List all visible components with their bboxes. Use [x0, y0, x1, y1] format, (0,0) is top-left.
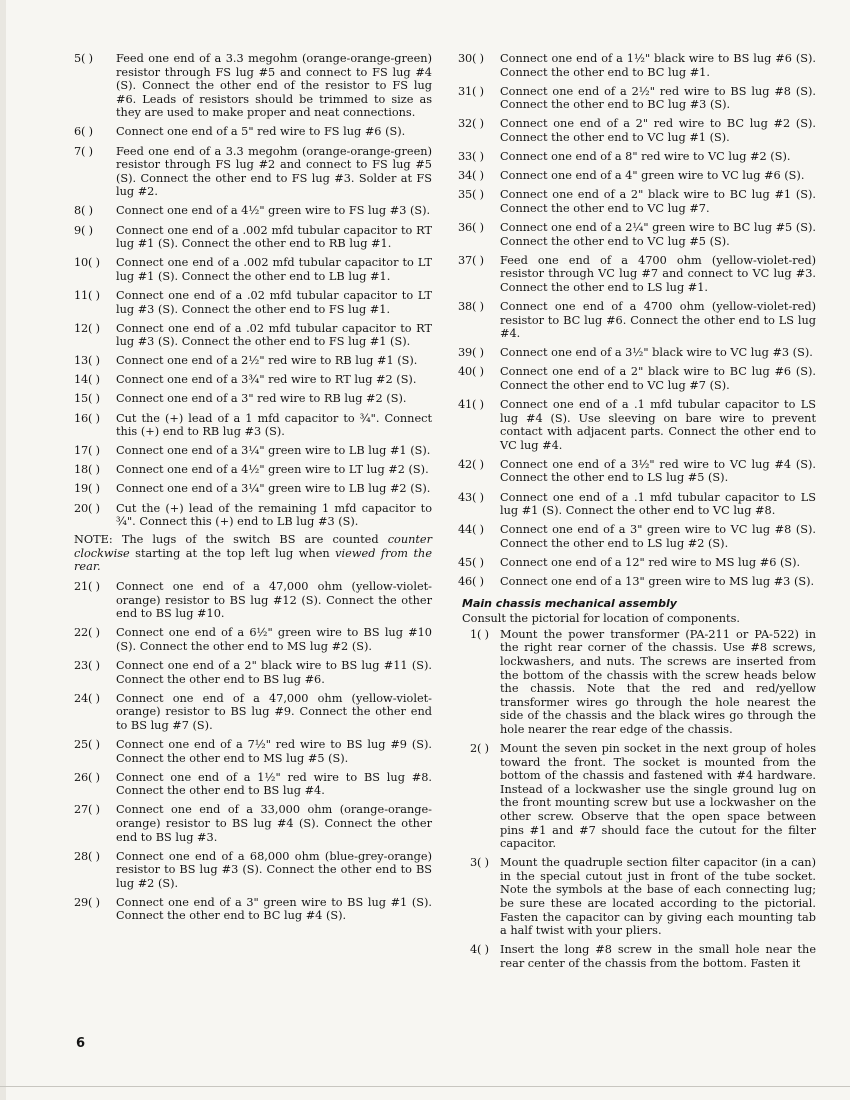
instruction-step	[74, 256, 432, 283]
instruction-step	[458, 365, 816, 392]
page-number: 6	[76, 1036, 86, 1051]
step-number-checkbox: 12( )	[74, 321, 100, 335]
instruction-step	[458, 254, 816, 295]
step-text: Connect one end of a 2½" red wire to BS lug #8 (S). Connect the other end to BC lug #3 (S).	[500, 84, 816, 112]
instruction-step	[74, 659, 432, 686]
step-number-checkbox: 36( )	[458, 220, 484, 234]
page-bottom-edge	[0, 1086, 850, 1087]
step-number-checkbox: 7( )	[74, 144, 93, 158]
step-number-checkbox: 44( )	[458, 523, 484, 537]
step-number-checkbox: 40( )	[458, 365, 484, 379]
switch-note	[74, 533, 432, 574]
step-text: Connect one end of a 3" green wire to VC lug #8 (S). Connect the other end to LS lug #2 (S).	[500, 523, 816, 550]
step-number-checkbox: 45( )	[458, 555, 484, 569]
step-number-checkbox: 2( )	[470, 742, 489, 756]
instruction-step	[74, 52, 432, 120]
step-text: Feed one end of a 3.3 megohm (orange-orange-green) resistor through FS lug #5 and connect to FS lug #4 (S). Connect the other end of the resistor to FS lug #6. Leads of resistors should be trimmed to size as they are used to make proper and neat connections.	[116, 52, 432, 120]
instruction-step	[74, 322, 432, 349]
section-heading: Main chassis mechanical assembly	[462, 596, 677, 610]
instruction-step	[458, 458, 816, 485]
step-text: Connect one end of a 47,000 ohm (yellow-violet-orange) resistor to BS lug #9. Connect the other end to BS lug #7 (S).	[116, 691, 432, 732]
instruction-step	[458, 300, 816, 341]
instruction-step	[458, 188, 816, 215]
step-number-checkbox: 25( )	[74, 737, 100, 751]
step-number-checkbox: 38( )	[458, 299, 484, 313]
section-intro: Consult the pictorial for location of components.	[462, 612, 740, 626]
instruction-step	[74, 463, 432, 477]
step-number-checkbox: 26( )	[74, 770, 100, 784]
step-text: Connect one end of a 3" red wire to RB lug #2 (S).	[116, 392, 407, 406]
step-text: Connect one end of a 2" black wire to BC lug #1 (S). Connect the other end to VC lug #7.	[500, 188, 816, 215]
step-text: Mount the quadruple section filter capacitor (in a can) in the special cutout just in front of the tube socket. Note the symbols at the base of each connecting lug; be sure these are located according to the pictorial. Fasten the capacitor can by giving each mounting tab a half twist with your pliers.	[500, 856, 816, 938]
step-text: Connect one end of a 2¼" green wire to BC lug #5 (S). Connect the other end to VC lug #5 (S).	[500, 220, 816, 248]
left-column	[74, 52, 432, 929]
step-text: Connect one end of a .02 mfd tubular capacitor to LT lug #3 (S). Connect the other end to FS lug #1.	[116, 288, 432, 316]
step-text: Connect one end of a 47,000 ohm (yellow-violet-orange) resistor to BS lug #12 (S). Connect the other end to BS lug #10.	[116, 580, 432, 621]
step-text: Feed one end of a 4700 ohm (yellow-violet-red) resistor through VC lug #7 and connect to VC lug #3. Connect the other end to LS lug #1.	[500, 253, 816, 294]
step-number-checkbox: 29( )	[74, 895, 100, 909]
step-number-checkbox: 32( )	[458, 117, 484, 131]
step-text: Connect one end of a 2" black wire to BC lug #6 (S). Connect the other end to VC lug #7 (S).	[500, 365, 816, 392]
step-text: Connect one end of a 1½" black wire to BS lug #6 (S). Connect the other end to BC lug #1.	[500, 52, 816, 79]
note-emphasis-viewed-from-rear: viewed from the rear.	[74, 546, 433, 574]
instruction-step	[74, 145, 432, 199]
instruction-step	[74, 125, 432, 139]
step-text: Connect one end of a .02 mfd tubular capacitor to RT lug #3 (S). Connect the other end to FS lug #1 (S).	[116, 321, 432, 349]
instruction-step	[458, 117, 816, 144]
step-text: Connect one end of a 4½" green wire to FS lug #3 (S).	[116, 204, 431, 218]
step-text: Insert the long #8 screw in the small hole near the rear center of the chassis from the bottom. Fasten it	[500, 943, 816, 970]
step-number-checkbox: 39( )	[458, 346, 484, 360]
step-text: Connect one end of a 3½" red wire to VC lug #4 (S). Connect the other end to LS lug #5 (S).	[500, 457, 816, 485]
left-step-list-2	[74, 580, 432, 923]
assembly-step-list	[458, 628, 816, 971]
step-number-checkbox: 43( )	[458, 490, 484, 504]
step-text: Connect one end of a .002 mfd tubular capacitor to LT lug #1 (S). Connect the other end to LB lug #1.	[116, 256, 432, 283]
instruction-step	[74, 412, 432, 439]
step-text: Connect one end of a .1 mfd tubular capacitor to LS lug #4 (S). Use sleeving on bare wire to prevent contact with adjacent parts. Connect the other end to VC lug #4.	[500, 397, 816, 452]
step-number-checkbox: 19( )	[74, 482, 100, 496]
right-column	[458, 52, 816, 976]
step-text: Connect one end of a 4700 ohm (yellow-violet-red) resistor to BC lug #6. Connect the other end to LS lug #4.	[500, 299, 816, 341]
step-text: Connect one end of a 2½" red wire to RB lug #1 (S).	[116, 354, 418, 368]
right-step-list	[458, 52, 816, 589]
instruction-step	[74, 224, 432, 251]
step-number-checkbox: 22( )	[74, 626, 100, 640]
instruction-step	[74, 850, 432, 891]
instruction-step	[458, 742, 816, 851]
step-number-checkbox: 17( )	[74, 444, 100, 458]
step-text: Connect one end of a .002 mfd tubular capacitor to RT lug #1 (S). Connect the other end to RB lug #1.	[116, 223, 432, 251]
step-number-checkbox: 3( )	[470, 856, 489, 870]
instruction-step	[458, 523, 816, 550]
step-text: Connect one end of a 1½" red wire to BS lug #8. Connect the other end to BS lug #4.	[116, 770, 432, 798]
instruction-step	[74, 482, 432, 496]
step-number-checkbox: 4( )	[470, 943, 489, 957]
step-text: Connect one end of a 8" red wire to VC lug #2 (S).	[500, 150, 791, 164]
instruction-step	[74, 896, 432, 923]
instruction-step	[458, 491, 816, 518]
step-text: Connect one end of a 2" black wire to BS lug #11 (S). Connect the other end to BS lug #6.	[116, 658, 432, 686]
step-text: Connect one end of a 3¾" red wire to RT lug #2 (S).	[116, 373, 417, 387]
step-text: Connect one end of a 6½" green wire to BS lug #10 (S). Connect the other end to MS lug #2 (S).	[116, 626, 432, 653]
instruction-step	[74, 204, 432, 218]
step-number-checkbox: 24( )	[74, 691, 100, 705]
instruction-step	[74, 771, 432, 798]
instruction-step	[74, 803, 432, 844]
step-number-checkbox: 42( )	[458, 457, 484, 471]
step-number-checkbox: 23( )	[74, 658, 100, 672]
page-binding-edge	[0, 0, 6, 1100]
step-text: Connect one end of a 4½" green wire to LT lug #2 (S).	[116, 463, 429, 477]
step-number-checkbox: 34( )	[458, 169, 484, 183]
step-number-checkbox: 8( )	[74, 204, 93, 218]
instruction-step	[458, 398, 816, 452]
left-step-list	[74, 52, 432, 529]
instruction-step	[458, 346, 816, 360]
step-text: Connect one end of a 7½" red wire to BS lug #9 (S). Connect the other end to MS lug #5 (S).	[116, 737, 432, 765]
step-text: Connect one end of a 12" red wire to MS lug #6 (S).	[500, 555, 801, 569]
note-middle: starting at the top left lug when	[129, 546, 336, 560]
step-number-checkbox: 41( )	[458, 397, 484, 411]
instruction-step	[458, 575, 816, 589]
instruction-step	[74, 373, 432, 387]
step-text: Connect one end of a 68,000 ohm (blue-grey-orange) resistor to BS lug #3 (S). Connect the other end to BS lug #2 (S).	[116, 849, 432, 890]
step-number-checkbox: 15( )	[74, 392, 100, 406]
note-prefix: NOTE: The lugs of the switch BS are counted	[74, 533, 388, 547]
instruction-step	[74, 444, 432, 458]
step-number-checkbox: 27( )	[74, 803, 100, 817]
step-text: Connect one end of a 2" red wire to BC lug #2 (S). Connect the other end to VC lug #1 (S).	[500, 117, 816, 144]
instruction-step	[74, 354, 432, 368]
step-number-checkbox: 35( )	[458, 188, 484, 202]
instruction-step	[458, 169, 816, 183]
step-text: Connect one end of a 3¼" green wire to LB lug #2 (S).	[116, 482, 431, 496]
instruction-step	[74, 392, 432, 406]
step-number-checkbox: 33( )	[458, 150, 484, 164]
step-text: Connect one end of a 3½" black wire to VC lug #3 (S).	[500, 346, 813, 360]
step-number-checkbox: 21( )	[74, 580, 100, 593]
instruction-step	[74, 289, 432, 316]
step-number-checkbox: 46( )	[458, 575, 484, 588]
step-text: Mount the seven pin socket in the next group of holes toward the front. The socket is mounted from the bottom of the chassis and fastened with #4 hardware. Instead of a lockwasher use the single ground lug on the front mounting screw but use a lockwasher on the other screw. Observe that the open space between pins #1 and #7 should face the cutout for the filter capacitor.	[500, 742, 816, 851]
step-text: Connect one end of a 3" green wire to BS lug #1 (S). Connect the other end to BC lug #4 (S).	[116, 895, 432, 923]
step-text: Mount the power transformer (PA-211 or PA-522) in the right rear corner of the chassis. Use #8 screws, lockwashers, and nuts. The screws are inserted from the bottom of the chassis with the screw heads below the chassis. Note that the red and red/yellow transformer wires go through the hole nearest the side of the chassis and the black wires go through the hole nearer the rear edge of the chassis.	[500, 627, 816, 736]
step-number-checkbox: 13( )	[74, 354, 100, 368]
step-number-checkbox: 31( )	[458, 84, 484, 98]
step-number-checkbox: 20( )	[74, 501, 100, 515]
step-text: Connect one end of a 5" red wire to FS lug #6 (S).	[116, 125, 406, 139]
step-text: Connect one end of a 13" green wire to MS lug #3 (S).	[500, 575, 815, 588]
step-text: Cut the (+) lead of a 1 mfd capacitor to ¾". Connect this (+) end to RB lug #3 (S).	[116, 411, 432, 439]
step-number-checkbox: 18( )	[74, 463, 100, 477]
instruction-step	[458, 556, 816, 570]
step-number-checkbox: 37( )	[458, 253, 484, 267]
step-number-checkbox: 6( )	[74, 125, 93, 139]
instruction-step	[74, 738, 432, 765]
instruction-step	[74, 580, 432, 621]
instruction-step	[458, 628, 816, 737]
note-emphasis-counter-clockwise: counter clockwise	[74, 533, 432, 560]
instruction-step	[74, 692, 432, 733]
step-number-checkbox: 30( )	[458, 52, 484, 65]
step-number-checkbox: 14( )	[74, 373, 100, 387]
instruction-step	[458, 856, 816, 938]
instruction-step	[458, 150, 816, 164]
instruction-step	[458, 221, 816, 248]
step-number-checkbox: 10( )	[74, 256, 100, 270]
step-number-checkbox: 5( )	[74, 52, 93, 65]
step-text: Connect one end of a 3¼" green wire to LB lug #1 (S).	[116, 444, 431, 458]
step-number-checkbox: 1( )	[470, 627, 489, 641]
step-number-checkbox: 9( )	[74, 223, 93, 237]
step-number-checkbox: 16( )	[74, 411, 100, 425]
instruction-step	[458, 52, 816, 79]
instruction-step	[74, 626, 432, 653]
step-text: Cut the (+) lead of the remaining 1 mfd capacitor to ¾". Connect this (+) end to LB lug #3 (S).	[116, 501, 432, 529]
step-number-checkbox: 28( )	[74, 849, 100, 863]
step-text: Connect one end of a 4" green wire to VC lug #6 (S).	[500, 169, 805, 183]
step-text: Connect one end of a 33,000 ohm (orange-orange-orange) resistor to BS lug #4 (S). Connect the other end to BS lug #3.	[116, 803, 432, 844]
step-text: Feed one end of a 3.3 megohm (orange-orange-green) resistor through FS lug #2 and connect to FS lug #5 (S). Connect the other end to FS lug #3. Solder at FS lug #2.	[116, 144, 432, 199]
instruction-step	[458, 85, 816, 112]
instruction-step	[458, 943, 816, 970]
step-number-checkbox: 11( )	[74, 288, 100, 302]
instruction-step	[74, 502, 432, 529]
step-text: Connect one end of a .1 mfd tubular capacitor to LS lug #1 (S). Connect the other end to VC lug #8.	[500, 490, 816, 518]
